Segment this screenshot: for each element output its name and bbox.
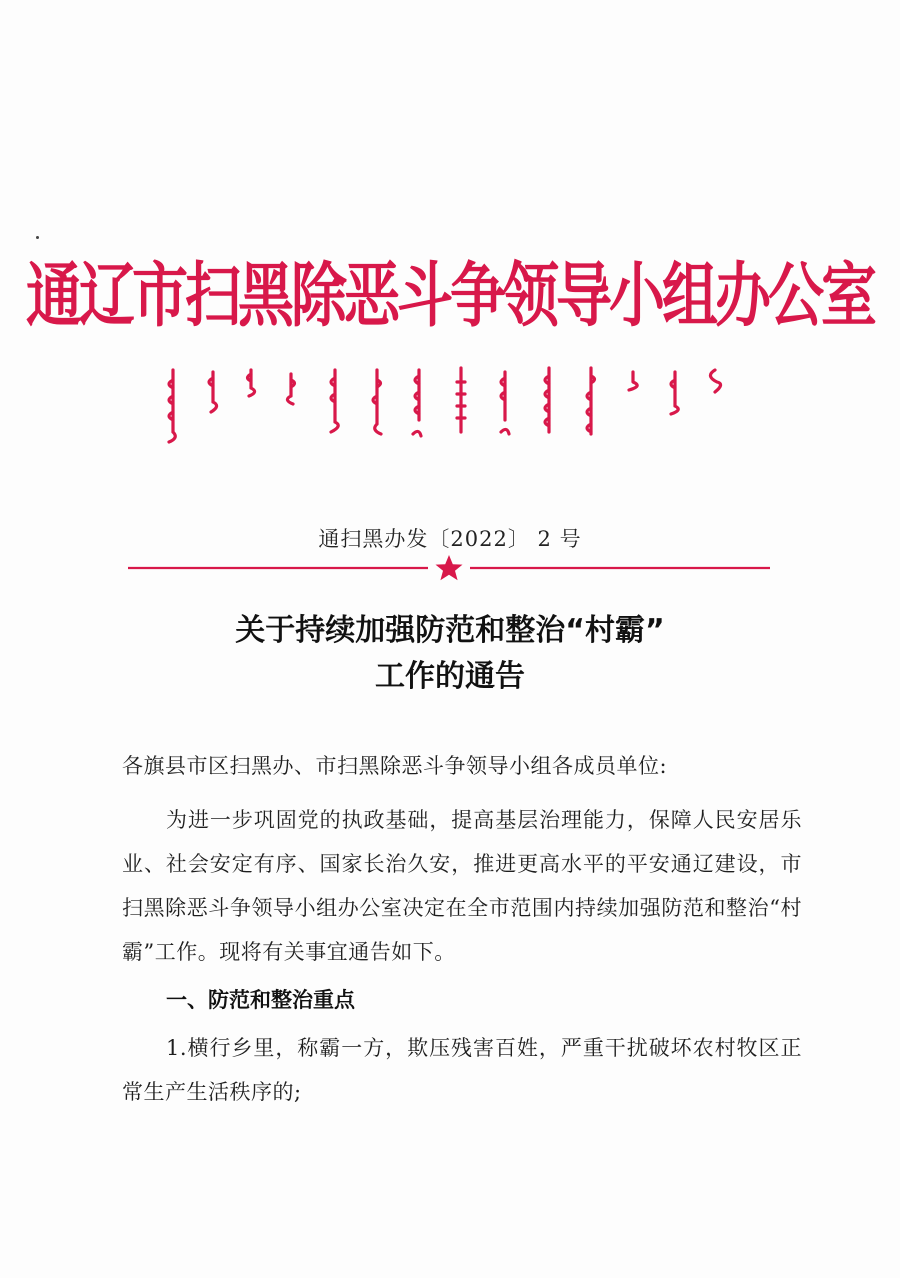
document-number: 通扫黑办发〔2022〕 2 号 — [318, 527, 582, 551]
paragraph-intro: 为进一步巩固党的执政基础，提高基层治理能力，保障人民安居乐业、社会安定有序、国家长治久安，推进更高水平的平安通辽建设，市扫黑除恶斗争领导小组办公室决定在全市范围内持续加强防范和整治“村霸”工作。现将有关事宜通告如下。 — [122, 808, 802, 964]
issuing-organization-header: 通辽市扫黑除恶斗争领导小组办公室 — [26, 255, 874, 337]
scan-mark — [36, 236, 39, 239]
mongolian-script-header — [155, 362, 745, 452]
red-divider — [128, 553, 770, 583]
salutation: 各旗县市区扫黑办、市扫黑除恶斗争领导小组各成员单位: — [122, 754, 668, 778]
notice-title-line-1: 关于持续加强防范和整治“村霸” — [235, 613, 665, 648]
star-icon — [436, 555, 463, 580]
section-heading: 一、防范和整治重点 — [166, 988, 355, 1012]
notice-title-line-2: 工作的通告 — [375, 659, 525, 694]
list-item: 1.横行乡里，称霸一方，欺压残害百姓，严重干扰破坏农村牧区正常生产生活秩序的; — [122, 1036, 802, 1104]
notice-title — [0, 608, 900, 700]
